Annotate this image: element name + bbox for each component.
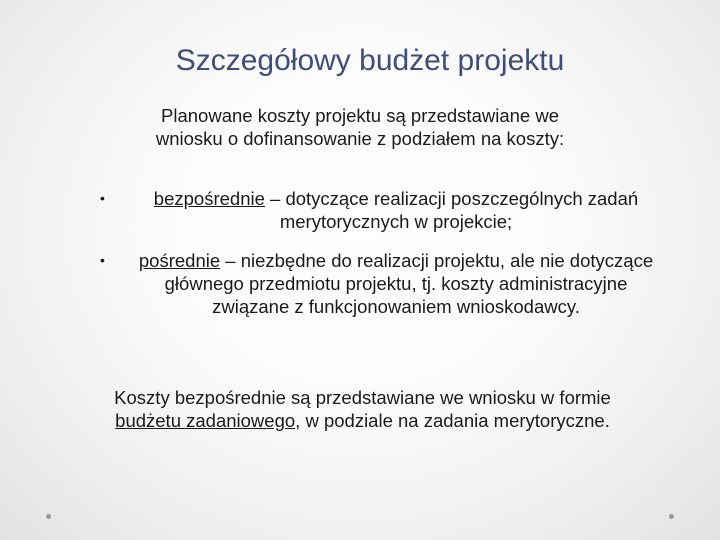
term-direct: bezpośrednie <box>153 188 265 209</box>
outro-underlined: budżetu zadaniowego <box>115 410 296 431</box>
bullet-marker: • <box>100 190 105 206</box>
bullet-direct-costs <box>100 187 660 233</box>
outro-before: Koszty bezpośrednie są przedstawiane we wniosku w formie <box>114 387 611 408</box>
intro-paragraph: Planowane koszty projektu są przedstawiane we wniosku o dofinansowanie z podziałem na koszty: <box>155 105 565 149</box>
bullet-marker: • <box>100 252 105 268</box>
slide-title: Szczegółowy budżet projektu <box>175 44 565 77</box>
outro-after: , w podziale na zadania merytoryczne. <box>295 410 610 431</box>
bullet-text <box>132 249 660 318</box>
bullet-text <box>132 187 660 233</box>
outro-paragraph <box>90 386 635 432</box>
corner-dot-left <box>46 514 51 519</box>
term-direct-description: – dotyczące realizacji poszczególnych zadań merytorycznych w projekcie; <box>264 188 639 232</box>
bullet-indirect-costs <box>100 249 660 318</box>
corner-dot-right <box>669 514 674 519</box>
term-indirect: pośrednie <box>138 250 221 271</box>
term-indirect-description: – niezbędne do realizacji projektu, ale nie dotyczące głównego przedmiotu projektu, tj. koszty administracyjne związane z funkcjonowaniem wnioskodawcy. <box>164 250 654 317</box>
